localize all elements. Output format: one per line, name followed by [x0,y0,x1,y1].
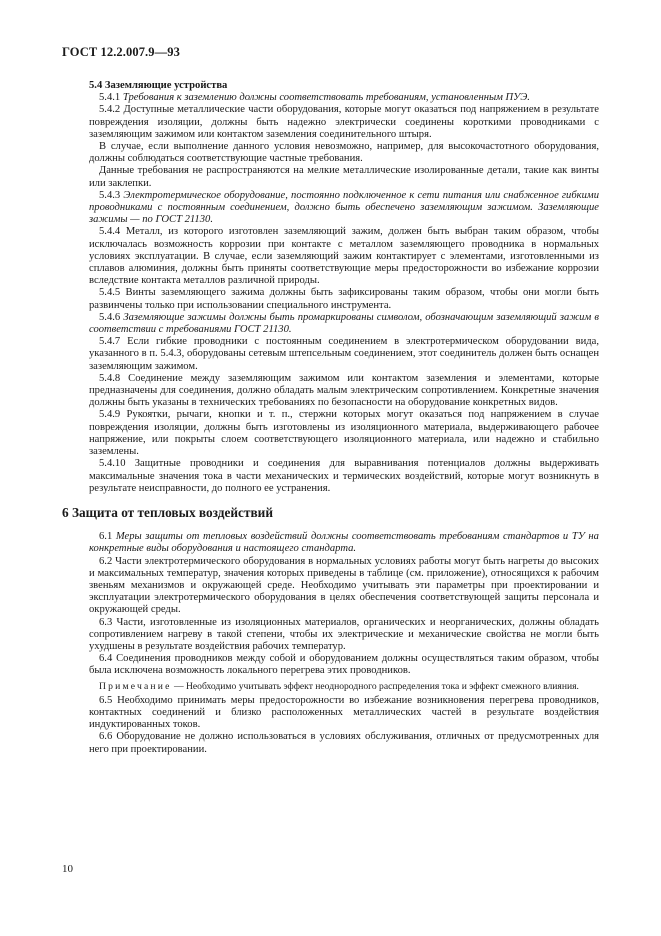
clause-number: 6.2 [99,555,113,567]
clause-number: 6.4 [99,653,113,665]
clause-text: Части, изготовленные из изоляционных материалов, органических и неорганических, должны обладать сопротивлением нагреву в такой степени, чтобы их электрические и механические свойства не могли быть ухудшены в результате воздействия рабочих температур. [89,616,599,652]
clause-number: 5.4.2 [99,104,121,116]
paragraph [89,141,599,165]
section-6-body-continued [89,695,599,756]
paragraph [89,695,599,732]
paragraph [89,226,599,287]
clause-number: 5.4.8 [99,372,121,384]
paragraph [89,653,599,677]
clause-number: 5.4.5 [99,287,121,299]
note [89,681,599,692]
paragraph [89,617,599,654]
clause-italic-text: Заземляющие зажимы должны быть промаркированы символом, обозначающим заземляющий зажим в соответствии с требованиями ГОСТ 21130. [89,311,599,336]
clause-number: 5.4.4 [99,226,121,238]
clause-text: Данные требования не распространяются на мелкие металлические изолированные детали, такие как винты или заклепки. [89,165,599,189]
clause-number: 5.4.9 [99,409,121,421]
clause-number: 6.6 [99,731,113,743]
clause-italic-text: Требования к заземлению должны соответствовать требованиям, установленным ПУЭ. [122,92,530,104]
clause-number: 5.4.6 [99,311,121,323]
section-5-4-body [89,92,599,495]
clause-italic-text: Меры защиты от тепловых воздействий должны соответствовать требованиям стандартов и ТУ на конкретные виды оборудования и настоящего стандарта. [89,531,599,555]
paragraph [89,312,599,336]
paragraph [89,336,599,373]
clause-text: Если гибкие проводники с постоянным соединением в электротермическом оборудовании вида, указанного в п. 5.4.3, оборудованы сетевым штепсельным соединением, этот соединитель должен быть оснащен заземляющим зажимом. [89,336,599,372]
clause-text: В случае, если выполнение данного условия невозможно, например, для высокочастотного оборудования, должны соблюдаться соответствующие частные требования. [89,141,599,165]
paragraph [89,556,599,617]
paragraph [89,190,599,227]
note-text: — Необходимо учитывать эффект неоднородного распределения тока и эффект смежного влияния. [173,680,579,692]
paragraph [89,531,599,555]
clause-number: 5.4.7 [99,336,121,348]
clause-text: Рукоятки, рычаги, кнопки и т. п., стержни которых могут оказаться под напряжением в случае повреждения изоляции, должны быть изготовлены из изоляционного материала, выдерживающего рабочее напряжение, или покрыты слоем соответствующего изоляционного материала, или надежно и стабильно заземлены. [89,409,599,458]
clause-text: Доступные металлические части оборудования, которые могут оказаться под напряжением в результате повреждения изоляции, должны быть надежно электрически соединены короткими проводниками с заземляющим зажимом или контактом заземления соединительного штыря. [89,104,599,140]
clause-text: Части электротермического оборудования в нормальных условиях работы могут быть нагреты до высоких и максимальных температур, значения которых приведены в таблице (см. приложение), относящихся к рабочим звеньям механизмов и окружающей среде. Необходимо учитывать эти параметры при проектировании и эксплуатации электротермического оборудования в целях обеспечения соответствующей защиты персонала и окружающей среды. [89,555,599,616]
paragraph [89,287,599,311]
section-6-body [89,531,599,677]
clause-number: 5.4.1 [99,92,121,104]
clause-text: Необходимо принимать меры предосторожности во избежание возникновения перегрева проводников, контактных соединений и близко расположенных металлических частей в результате воздействия индуктированных токов. [89,694,599,731]
clause-number: 5.4.3 [99,189,121,201]
paragraph [89,409,599,458]
clause-text: Винты заземляющего зажима должны быть зафиксированы таким образом, чтобы они могли быть развинчены только при использовании специального инструмента. [89,287,599,311]
paragraph [89,458,599,495]
clause-number: 5.4.10 [99,458,126,470]
paragraph [89,165,599,189]
clause-text: Металл, из которого изготовлен заземляющий зажим, должен быть выбран таким образом, чтобы исключалась возможность коррозии при контакте с металлом заземляющего проводника в нормальных условиях эксплуатации. В случае, если заземляющий зажим контактирует с элементами, изготовленными из сплавов алюминия, должны быть приняты соответствующие меры предосторожности во избежание коррозии вследствие контакта металлов различной природы. [89,226,599,287]
page-number: 10 [62,863,73,875]
paragraph [89,92,599,104]
paragraph [89,104,599,141]
note-label: Примечание [99,680,172,692]
clause-number: 6.5 [99,694,113,706]
clause-number: 6.1 [99,531,113,543]
document-number: ГОСТ 12.2.007.9—93 [62,45,180,59]
clause-text: Оборудование не должно использоваться в условиях обслуживания, отличных от предусмотренных для него при проектировании. [89,731,599,755]
clause-text: Защитные проводники и соединения для выравнивания потенциалов должны выдерживать максимальные значения тока в части механических и термических воздействий, которые могут возникнуть в результате неисправности, до полного ее устранения. [89,458,599,494]
clause-text: Соединения проводников между собой и оборудованием должны осуществляться таким образом, чтобы была исключена возможность локального перегрева этих проводников. [89,653,600,677]
clause-text: Соединение между заземляющим зажимом или контактом заземления и элементами, которые предназначены для соединения, должно обладать малым электрическим сопротивлением. Конкретные значения должны быть указаны в технических требованиях по безопасности на оборудование конкретных видов. [89,372,599,409]
section-6-heading: 6 Защита от тепловых воздействий [62,504,273,520]
section-5-4-heading: 5.4 Заземляющие устройства [89,80,228,91]
paragraph [89,731,599,755]
paragraph [89,373,599,410]
page-content [62,80,600,756]
clause-italic-text: Электротермическое оборудование, постоянно подключенное к сети питания или снабженное гибкими проводниками с постоянным соединением, должно быть обеспечено заземляющим зажимом. Заземляющие зажимы — по ГОСТ 21130. [89,189,599,226]
clause-number: 6.3 [99,616,113,628]
